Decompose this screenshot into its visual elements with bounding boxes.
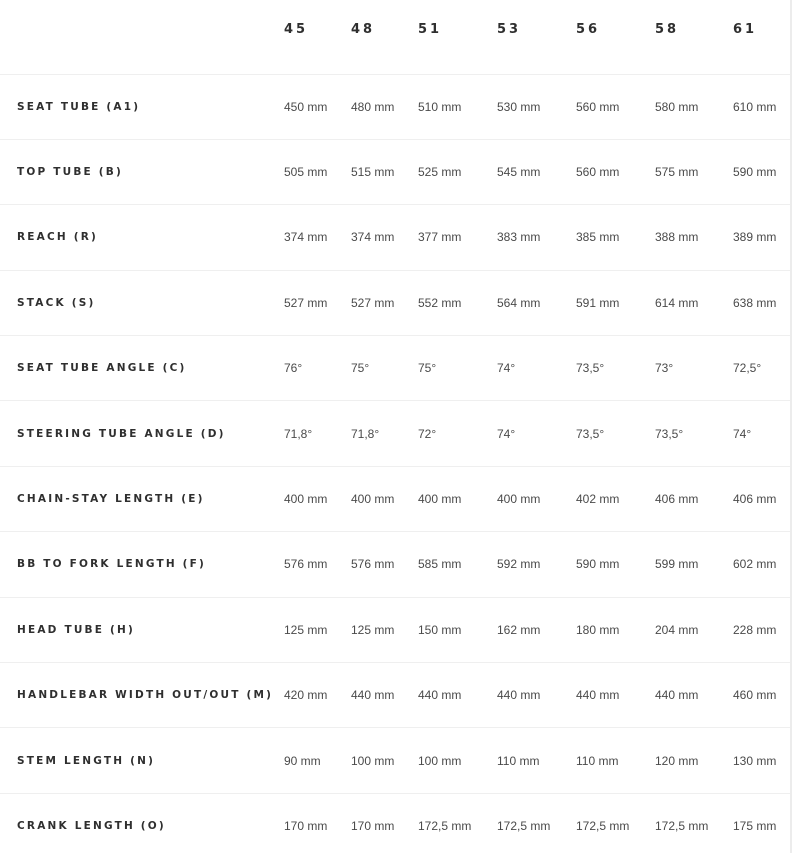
table-cell: 560 mm: [568, 74, 647, 139]
table-cell: 125 mm: [343, 597, 410, 662]
size-header-45: 45: [276, 0, 343, 74]
table-cell: 389 mm: [725, 205, 790, 270]
table-cell: 440 mm: [343, 663, 410, 728]
table-cell: 74°: [489, 401, 568, 466]
table-cell: 599 mm: [647, 532, 725, 597]
table-cell: 525 mm: [410, 139, 489, 204]
header-empty-cell: [0, 0, 276, 74]
table-cell: 406 mm: [725, 466, 790, 531]
table-cell: 590 mm: [568, 532, 647, 597]
table-cell: 545 mm: [489, 139, 568, 204]
table-cell: 100 mm: [343, 728, 410, 793]
table-cell: 450 mm: [276, 74, 343, 139]
table-cell: 527 mm: [276, 270, 343, 335]
table-cell: 460 mm: [725, 663, 790, 728]
table-cell: 576 mm: [276, 532, 343, 597]
table-cell: 377 mm: [410, 205, 489, 270]
table-cell: 510 mm: [410, 74, 489, 139]
table-cell: 406 mm: [647, 466, 725, 531]
table-cell: 530 mm: [489, 74, 568, 139]
table-cell: 172,5 mm: [497, 818, 551, 833]
table-row: [0, 597, 790, 662]
row-label: BB TO FORK LENGTH (F): [0, 532, 276, 597]
table-cell: 564 mm: [489, 270, 568, 335]
row-label: REACH (R): [0, 205, 276, 270]
table-row: [0, 401, 790, 466]
table-cell: 100 mm: [410, 728, 489, 793]
table-cell: 170 mm: [351, 818, 395, 833]
table-row: [0, 728, 790, 793]
table-cell: 172,5 mm: [418, 818, 472, 833]
table-row: [0, 793, 790, 857]
table-cell: 150 mm: [410, 597, 489, 662]
table-cell: 592 mm: [489, 532, 568, 597]
table-cell: 591 mm: [568, 270, 647, 335]
table-cell: 400 mm: [410, 466, 489, 531]
table-cell: 73,5°: [568, 401, 647, 466]
row-label: HEAD TUBE (H): [0, 597, 276, 662]
table-cell: 385 mm: [568, 205, 647, 270]
table-cell: 420 mm: [276, 663, 343, 728]
table-row: [0, 139, 790, 204]
table-cell: 576 mm: [343, 532, 410, 597]
table-cell: 602 mm: [725, 532, 790, 597]
table-cell: 575 mm: [647, 139, 725, 204]
table-cell: 110 mm: [489, 728, 568, 793]
table-cell: 505 mm: [276, 139, 343, 204]
table-cell: 110 mm: [568, 728, 647, 793]
table-row: [0, 532, 790, 597]
table-cell: 515 mm: [343, 139, 410, 204]
table-row: [0, 663, 790, 728]
table-row: [0, 74, 790, 139]
table-row: [0, 270, 790, 335]
table-cell: 374 mm: [276, 205, 343, 270]
row-label: CHAIN-STAY LENGTH (E): [0, 466, 276, 531]
table-row: [0, 466, 790, 531]
size-header-48: 48: [343, 0, 410, 74]
size-header-61: 61: [725, 0, 790, 74]
table-cell: 440 mm: [410, 663, 489, 728]
table-cell: 560 mm: [568, 139, 647, 204]
size-header-row: [0, 0, 790, 74]
table-cell: 71,8°: [276, 401, 343, 466]
table-cell: 400 mm: [489, 466, 568, 531]
table-cell: 383 mm: [489, 205, 568, 270]
table-cell: 402 mm: [568, 466, 647, 531]
table-cell: 73,5°: [568, 336, 647, 401]
table-cell: 72,5°: [725, 336, 790, 401]
table-cell: 71,8°: [343, 401, 410, 466]
size-header-51: 51: [410, 0, 489, 74]
table-cell: 75°: [343, 336, 410, 401]
table-cell: 172,5 mm: [576, 818, 630, 833]
table-cell: 400 mm: [276, 466, 343, 531]
row-label: TOP TUBE (B): [0, 139, 276, 204]
row-label: CRANK LENGTH (O): [17, 819, 166, 832]
table-cell: 388 mm: [647, 205, 725, 270]
table-cell: 175 mm: [733, 818, 777, 833]
table-row: [0, 336, 790, 401]
size-header-56: 56: [568, 0, 647, 74]
table-row: [0, 205, 790, 270]
table-cell: 73°: [647, 336, 725, 401]
table-cell: 74°: [725, 401, 790, 466]
table-cell: 130 mm: [725, 728, 790, 793]
table-cell: 73,5°: [647, 401, 725, 466]
table-cell: 204 mm: [647, 597, 725, 662]
table-cell: 125 mm: [276, 597, 343, 662]
table-cell: 638 mm: [725, 270, 790, 335]
row-label: HANDLEBAR WIDTH OUT/OUT (M): [0, 663, 276, 728]
size-header-53: 53: [489, 0, 568, 74]
table-cell: 400 mm: [343, 466, 410, 531]
table-cell: 172,5 mm: [655, 818, 709, 833]
table-cell: 527 mm: [343, 270, 410, 335]
table-cell: 590 mm: [725, 139, 790, 204]
table-cell: 614 mm: [647, 270, 725, 335]
table-cell: 75°: [410, 336, 489, 401]
row-label: STEM LENGTH (N): [0, 728, 276, 793]
table-cell: 72°: [410, 401, 489, 466]
table-cell: 440 mm: [568, 663, 647, 728]
table-cell: 180 mm: [568, 597, 647, 662]
table-cell: 610 mm: [725, 74, 790, 139]
table-cell: 585 mm: [410, 532, 489, 597]
row-label: SEAT TUBE (A1): [0, 74, 276, 139]
table-cell: 90 mm: [276, 728, 343, 793]
table-cell: 580 mm: [647, 74, 725, 139]
row-label: SEAT TUBE ANGLE (C): [0, 336, 276, 401]
table-cell: 440 mm: [489, 663, 568, 728]
table-cell: 552 mm: [410, 270, 489, 335]
table-cell: 76°: [276, 336, 343, 401]
table-cell: 480 mm: [343, 74, 410, 139]
table-cell: 120 mm: [647, 728, 725, 793]
table-cell: 74°: [489, 336, 568, 401]
row-label: STACK (S): [0, 270, 276, 335]
table-cell: 374 mm: [343, 205, 410, 270]
table-cell: 228 mm: [725, 597, 790, 662]
size-header-58: 58: [647, 0, 725, 74]
table-cell: 440 mm: [647, 663, 725, 728]
table-cell: 162 mm: [489, 597, 568, 662]
row-label: STEERING TUBE ANGLE (D): [0, 401, 276, 466]
table-cell: 170 mm: [284, 818, 328, 833]
